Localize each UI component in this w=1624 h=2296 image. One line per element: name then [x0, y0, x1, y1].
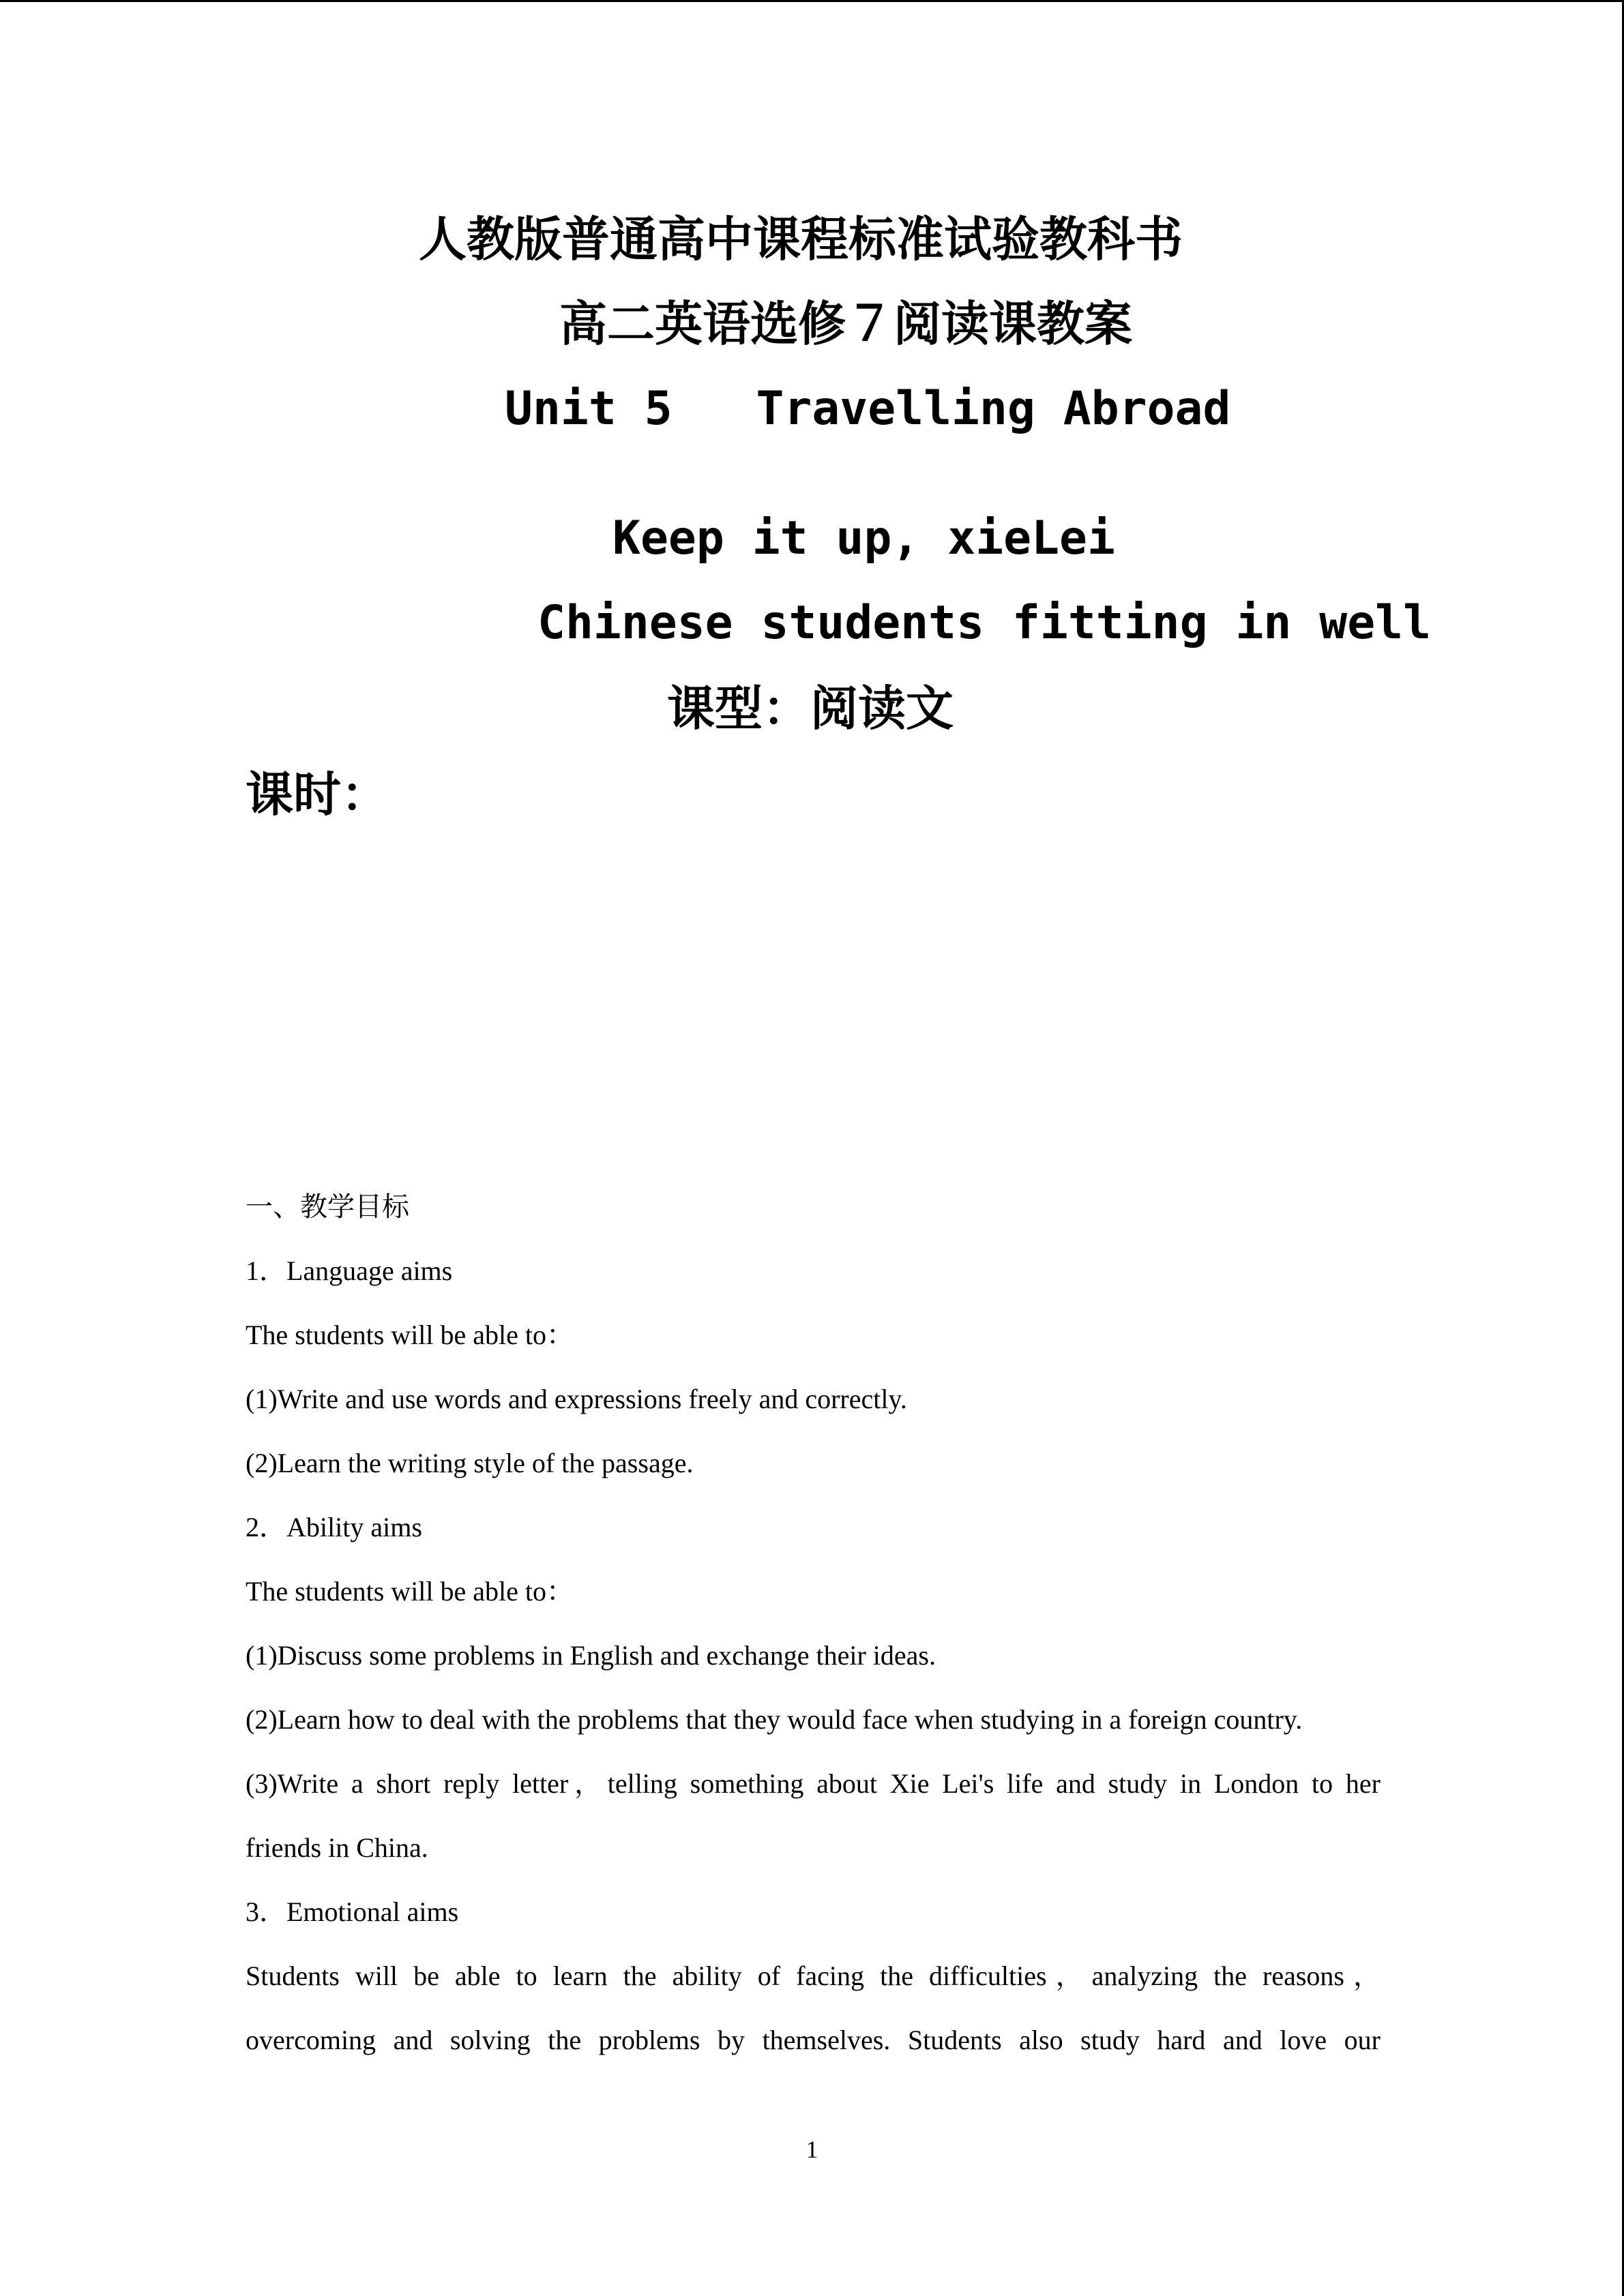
lesson-period: 课时：	[246, 766, 389, 822]
title-course: 高二英语选修７阅读课教案	[559, 296, 1132, 352]
ability-aims-intro: The students will be able to：	[246, 1576, 574, 1607]
ability-aims-heading: 2．Ability aims	[246, 1512, 422, 1542]
title-reading-2: Chinese students fitting in well	[537, 596, 1432, 650]
language-aims-item-2: (2)Learn the writing style of the passage.	[246, 1448, 694, 1478]
emotional-aims-text-line-2: overcoming and solving the problems by themselves. Students also study hard and love our	[246, 2025, 1381, 2055]
page-number: 1	[806, 2136, 818, 2163]
emotional-aims-heading: 3．Emotional aims	[246, 1896, 459, 1927]
title-textbook: 人教版普通高中课程标准试验教科书	[419, 211, 1183, 267]
title-unit: Unit 5 Travelling Abroad	[505, 382, 1231, 436]
lesson-type: 课型：阅读文	[667, 681, 954, 736]
title-reading-1: Keep it up, xieLei	[612, 511, 1115, 565]
section-heading-teaching-objectives: 一、教学目标	[246, 1191, 409, 1222]
language-aims-item-1: (1)Write and use words and expressions freely and correctly.	[246, 1384, 907, 1414]
language-aims-heading: 1．Language aims	[246, 1255, 453, 1286]
page-border-top	[0, 0, 1624, 2]
language-aims-intro: The students will be able to：	[246, 1320, 574, 1350]
emotional-aims-text-line-1: Students will be able to learn the ability of facing the difficulties，analyzing the reasons，	[246, 1960, 1381, 1991]
ability-aims-item-1: (1)Discuss some problems in English and exchange their ideas.	[246, 1640, 936, 1671]
ability-aims-item-3-line-2: friends in China.	[246, 1832, 428, 1863]
ability-aims-item-3-line-1: (3)Write a short reply letter，telling something about Xie Lei's life and study in London to her	[246, 1768, 1381, 1799]
ability-aims-item-2: (2)Learn how to deal with the problems that they would face when studying in a foreign country.	[246, 1704, 1303, 1735]
